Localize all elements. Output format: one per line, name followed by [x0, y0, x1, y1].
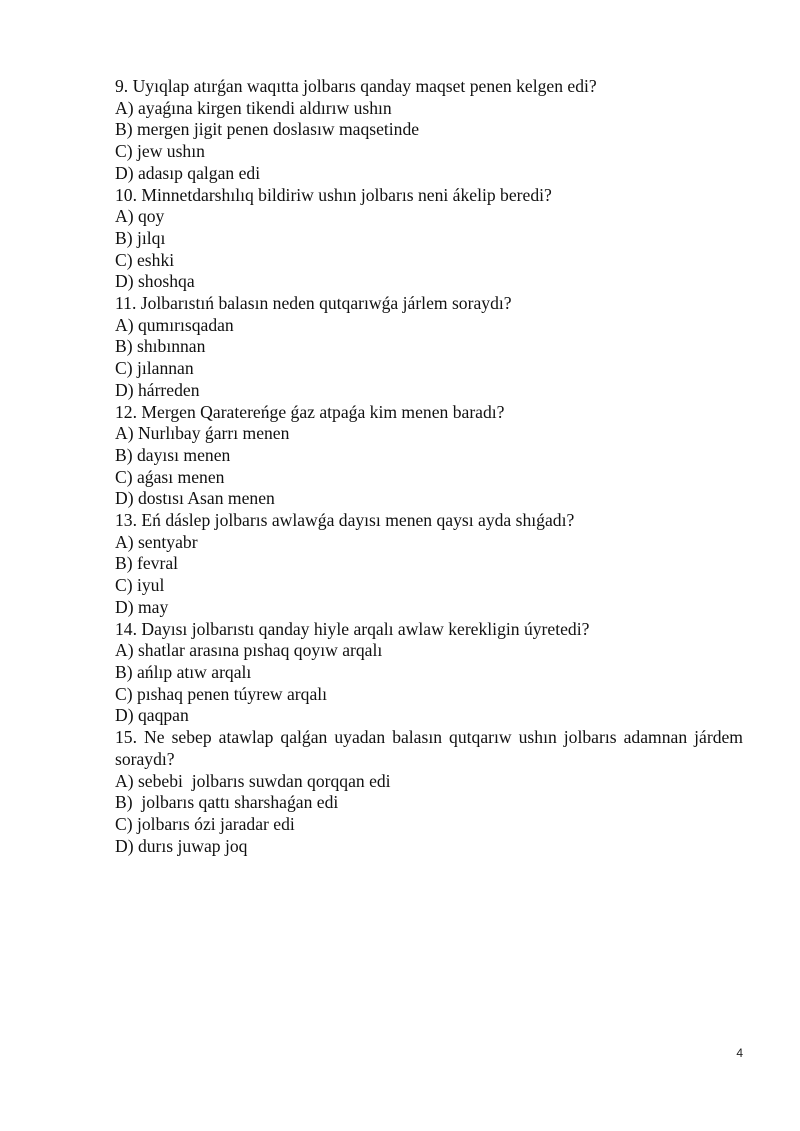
- question-13: [115, 510, 743, 619]
- option-a: A) qoy: [115, 206, 165, 227]
- option-b: B) dayısı menen: [115, 444, 231, 465]
- option-d: D) adasıp qalgan edi: [115, 162, 261, 183]
- option-c: C) iyul: [115, 575, 165, 596]
- question-text: 9. Uyıqlap atırǵan waqıtta jolbarıs qanday maqset penen kelgen edi?: [115, 76, 597, 96]
- question-text: 13. Eń dáslep jolbarıs awlawǵa dayısı menen qaysı ayda shıǵadı?: [115, 510, 575, 531]
- option-d: D) dostısı Asan menen: [115, 488, 275, 509]
- question-11: [115, 293, 743, 402]
- option-a: A) qumırısqadan: [115, 314, 234, 335]
- question-list: [115, 76, 743, 857]
- question-text: 11. Jolbarıstıń balasın neden qutqarıwǵa járlem soraydı?: [115, 293, 512, 314]
- option-d: D) durıs juwap joq: [115, 835, 248, 856]
- question-text: 10. Minnetdarshılıq bildiriw ushın jolbarıs neni ákelip beredi?: [115, 184, 552, 205]
- question-10: [115, 185, 743, 294]
- question-15: [115, 727, 743, 857]
- option-c: C) aǵası menen: [115, 466, 225, 487]
- option-a: A) Nurlıbay ǵarrı menen: [115, 423, 290, 444]
- option-d: D) hárreden: [115, 379, 200, 400]
- question-text: 12. Mergen Qaratereńge ǵaz atpaǵa kim menen baradı?: [115, 401, 505, 422]
- option-b: B) jılqı: [115, 227, 166, 248]
- question-14: [115, 619, 743, 728]
- option-b: B) jolbarıs qattı sharshaǵan edi: [115, 792, 339, 813]
- option-c: C) jew ushın: [115, 141, 205, 162]
- question-text: 15. Ne sebep atawlap qalǵan uyadan balasın qutqarıw ushın jolbarıs adamnan járdem soraydı?: [115, 727, 743, 769]
- option-d: D) shoshqa: [115, 271, 195, 292]
- option-a: A) ayaǵına kirgen tikendi aldırıw ushın: [115, 97, 392, 118]
- option-b: B) ańlıp atıw arqalı: [115, 661, 252, 682]
- question-9: [115, 76, 743, 185]
- option-b: B) fevral: [115, 553, 179, 574]
- option-d: D) may: [115, 596, 169, 617]
- option-a: A) shatlar arasına pıshaq qoyıw arqalı: [115, 640, 383, 661]
- option-c: C) jolbarıs ózi jaradar edi: [115, 813, 295, 834]
- option-c: C) pıshaq penen túyrew arqalı: [115, 683, 328, 704]
- option-b: B) mergen jigit penen doslasıw maqsetinde: [115, 119, 420, 140]
- question-text: 14. Dayısı jolbarıstı qanday hiyle arqalı awlaw kerekligin úyretedi?: [115, 618, 590, 639]
- option-c: C) eshki: [115, 249, 175, 270]
- option-a: A) sebebi jolbarıs suwdan qorqqan edi: [115, 770, 391, 791]
- page-number: 4: [736, 1046, 743, 1060]
- option-d: D) qaqpan: [115, 705, 189, 726]
- question-12: [115, 402, 743, 511]
- option-b: B) shıbınnan: [115, 336, 206, 357]
- option-a: A) sentyabr: [115, 531, 198, 552]
- option-c: C) jılannan: [115, 358, 194, 379]
